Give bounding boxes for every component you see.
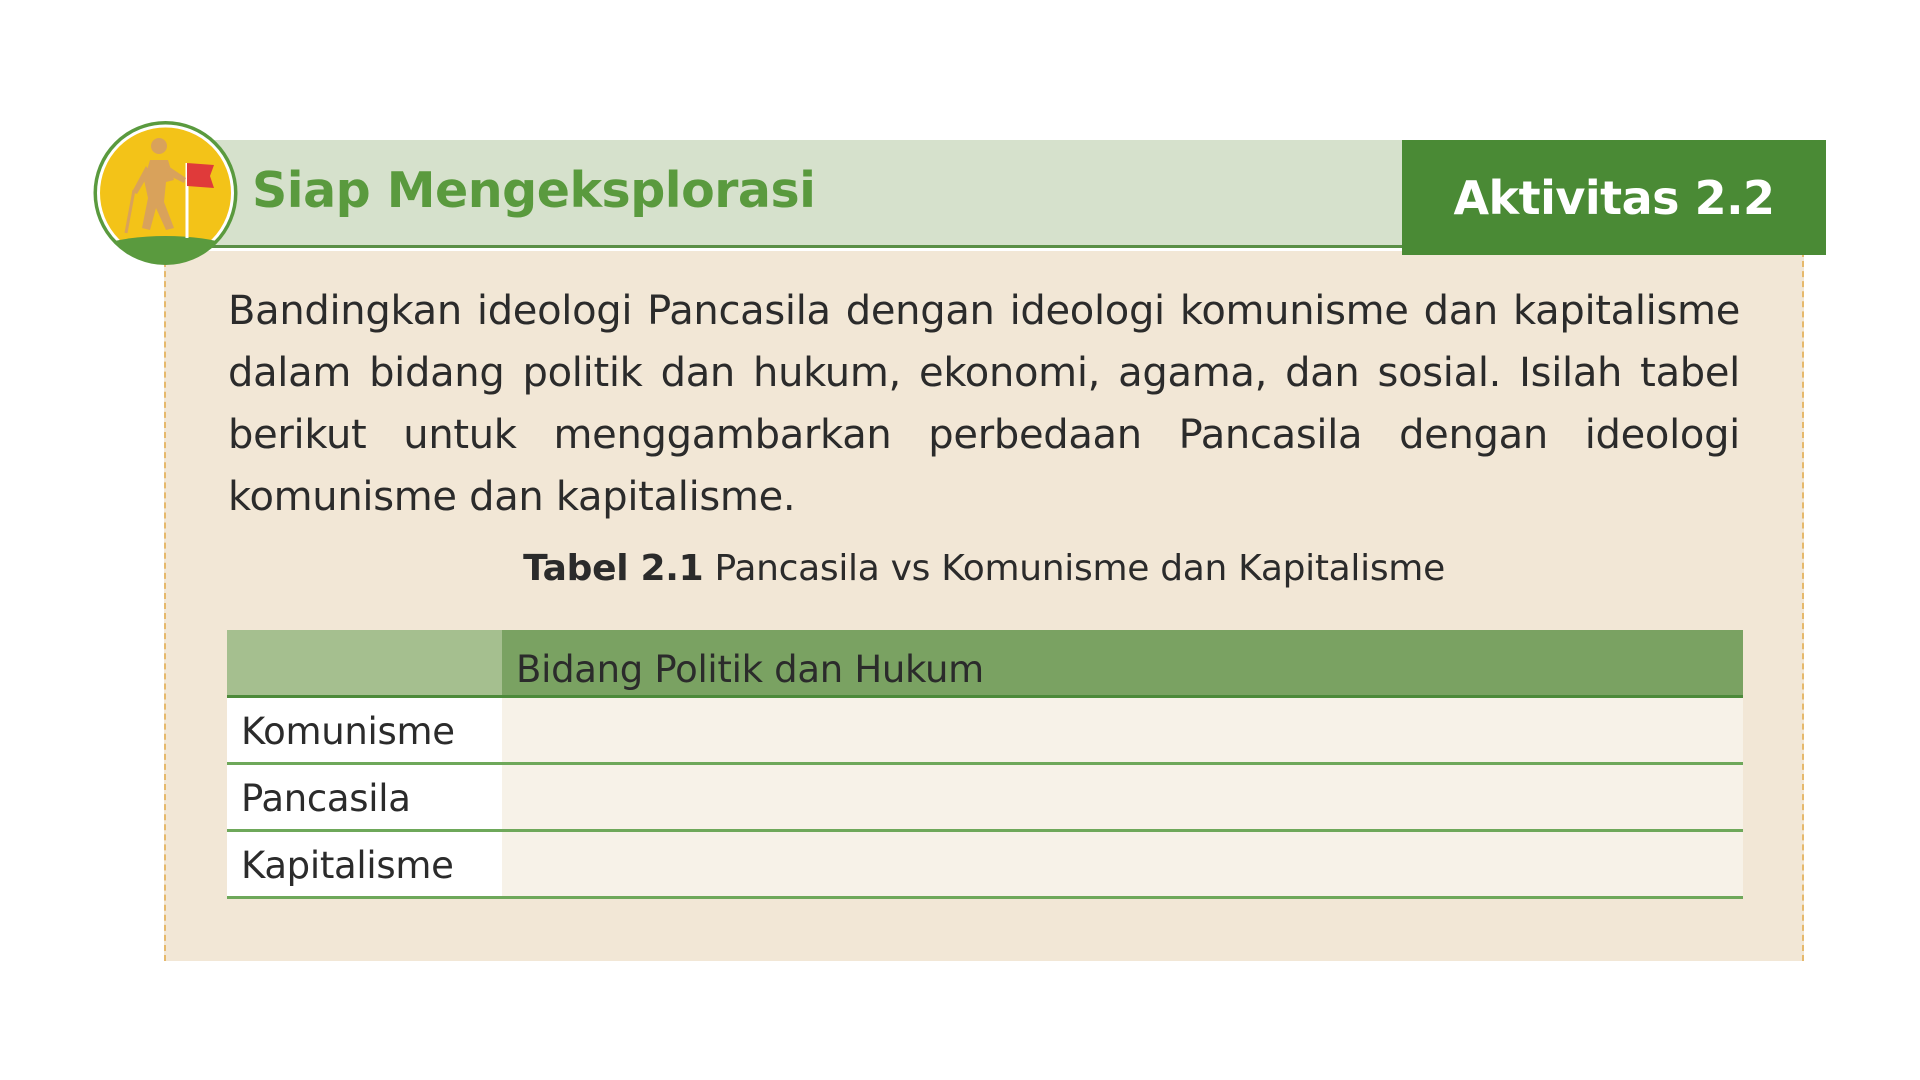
row-answer-cell[interactable] [502, 698, 1743, 762]
table-row [227, 765, 1743, 832]
row-answer-cell[interactable] [502, 832, 1743, 896]
row-label-kapitalisme: Kapitalisme [227, 832, 502, 896]
table-row [227, 832, 1743, 899]
row-answer-cell[interactable] [502, 765, 1743, 829]
table-caption-label: Tabel 2.1 [523, 548, 704, 589]
table-caption [228, 548, 1740, 589]
table-header-row [227, 630, 1743, 698]
hiker-with-flag-icon [92, 118, 239, 268]
section-title: Siap Mengeksplorasi [252, 162, 816, 219]
comparison-table [227, 630, 1743, 899]
row-label-pancasila: Pancasila [227, 765, 502, 829]
table-row [227, 698, 1743, 765]
table-header-corner [227, 630, 502, 695]
activity-label: Aktivitas 2.2 [1402, 140, 1826, 255]
table-header-politik-hukum: Bidang Politik dan Hukum [502, 630, 1743, 695]
instruction-paragraph: Bandingkan ideologi Pancasila dengan ideologi komunisme dan kapitalisme dalam bidang politik dan hukum, ekonomi, agama, dan sosial. Isilah tabel berikut untuk menggambarkan perbedaan Pancasila dengan ideologi komunisme dan kapitalisme. [228, 288, 1740, 520]
row-label-komunisme: Komunisme [227, 698, 502, 762]
table-caption-text: Pancasila vs Komunisme dan Kapitalisme [703, 548, 1445, 589]
